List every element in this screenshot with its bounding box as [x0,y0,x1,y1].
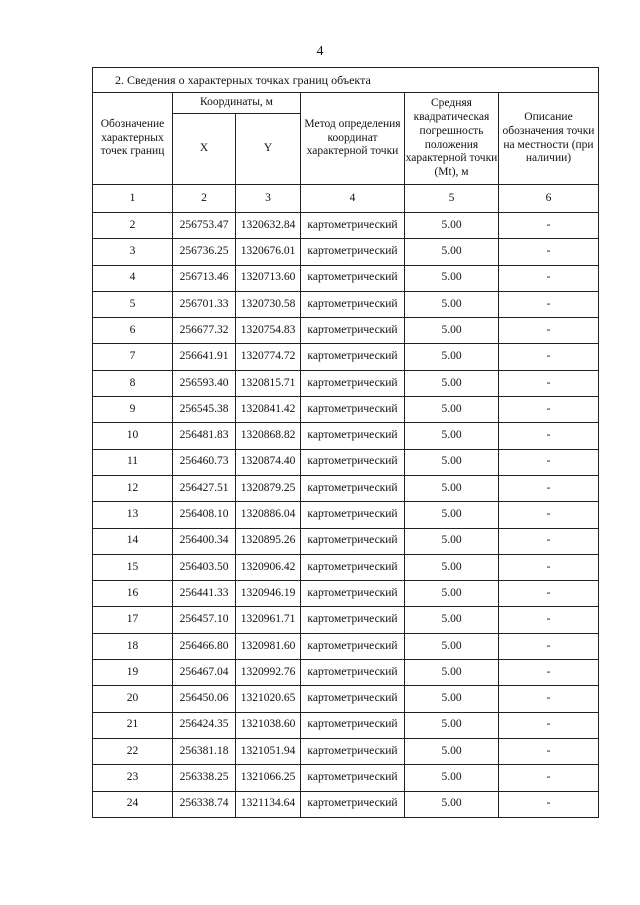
description-cell: - [499,738,599,764]
x-cell: 256713.46 [173,265,236,291]
mt-cell: 5.00 [405,423,499,449]
y-cell: 1320981.60 [236,633,301,659]
y-cell: 1320906.42 [236,554,301,580]
x-cell: 256400.34 [173,528,236,554]
y-cell: 1320886.04 [236,502,301,528]
column-number: 4 [301,185,405,213]
mt-cell: 5.00 [405,554,499,580]
header-row [93,93,599,114]
mt-cell: 5.00 [405,607,499,633]
point-cell: 9 [93,397,173,423]
mt-cell: 5.00 [405,291,499,317]
point-cell: 12 [93,475,173,501]
table-row [93,213,599,239]
description-cell: - [499,502,599,528]
point-cell: 20 [93,686,173,712]
y-cell: 1320676.01 [236,239,301,265]
table-row [93,370,599,396]
table-row [93,581,599,607]
y-cell: 1320713.60 [236,265,301,291]
column-number: 3 [236,185,301,213]
table-row [93,502,599,528]
point-cell: 17 [93,607,173,633]
y-cell: 1320841.42 [236,397,301,423]
mt-cell: 5.00 [405,318,499,344]
description-cell: - [499,344,599,370]
point-cell: 22 [93,738,173,764]
description-cell: - [499,607,599,633]
x-cell: 256424.35 [173,712,236,738]
x-cell: 256736.25 [173,239,236,265]
point-cell: 15 [93,554,173,580]
method-cell: картометрический [301,528,405,554]
x-cell: 256593.40 [173,370,236,396]
point-cell: 7 [93,344,173,370]
method-cell: картометрический [301,765,405,791]
description-cell: - [499,581,599,607]
x-cell: 256466.80 [173,633,236,659]
x-cell: 256753.47 [173,213,236,239]
description-cell: - [499,213,599,239]
x-cell: 256338.25 [173,765,236,791]
method-cell: картометрический [301,449,405,475]
x-cell: 256408.10 [173,502,236,528]
mt-cell: 5.00 [405,475,499,501]
mt-cell: 5.00 [405,686,499,712]
mt-cell: 5.00 [405,449,499,475]
description-cell: - [499,712,599,738]
x-cell: 256481.83 [173,423,236,449]
table-row [93,712,599,738]
point-cell: 23 [93,765,173,791]
point-cell: 16 [93,581,173,607]
y-cell: 1320815.71 [236,370,301,396]
x-cell: 256641.91 [173,344,236,370]
y-cell: 1320774.72 [236,344,301,370]
x-cell: 256545.38 [173,397,236,423]
header-y: Y [236,114,301,185]
mt-cell: 5.00 [405,265,499,291]
table-row [93,633,599,659]
mt-cell: 5.00 [405,239,499,265]
point-cell: 6 [93,318,173,344]
point-cell: 14 [93,528,173,554]
point-cell: 24 [93,791,173,817]
description-cell: - [499,239,599,265]
table-row [93,291,599,317]
y-cell: 1321020.65 [236,686,301,712]
point-cell: 19 [93,660,173,686]
method-cell: картометрический [301,554,405,580]
mt-cell: 5.00 [405,660,499,686]
x-cell: 256467.04 [173,660,236,686]
method-cell: картометрический [301,633,405,659]
y-cell: 1321066.25 [236,765,301,791]
method-cell: картометрический [301,318,405,344]
description-cell: - [499,633,599,659]
header-description: Описание обозначения точки на местности (при наличии) [499,93,599,185]
description-cell: - [499,475,599,501]
point-cell: 13 [93,502,173,528]
y-cell: 1320868.82 [236,423,301,449]
mt-cell: 5.00 [405,502,499,528]
mt-cell: 5.00 [405,712,499,738]
y-cell: 1320946.19 [236,581,301,607]
mt-cell: 5.00 [405,791,499,817]
page-number: 4 [316,44,324,59]
x-cell: 256701.33 [173,291,236,317]
description-cell: - [499,791,599,817]
method-cell: картометрический [301,502,405,528]
section-title: 2. Сведения о характерных точках границ объекта [93,68,599,93]
mt-cell: 5.00 [405,397,499,423]
table-row [93,265,599,291]
table-row [93,449,599,475]
table-row [93,660,599,686]
mt-cell: 5.00 [405,581,499,607]
method-cell: картометрический [301,686,405,712]
column-number: 5 [405,185,499,213]
method-cell: картометрический [301,475,405,501]
mt-cell: 5.00 [405,344,499,370]
y-cell: 1320895.26 [236,528,301,554]
method-cell: картометрический [301,660,405,686]
table-row [93,475,599,501]
column-number: 2 [173,185,236,213]
table-row [93,344,599,370]
method-cell: картометрический [301,239,405,265]
x-cell: 256338.74 [173,791,236,817]
description-cell: - [499,528,599,554]
point-cell: 11 [93,449,173,475]
x-cell: 256381.18 [173,738,236,764]
header-coordinates: Координаты, м [173,93,301,114]
description-cell: - [499,291,599,317]
method-cell: картометрический [301,791,405,817]
description-cell: - [499,265,599,291]
table-row [93,738,599,764]
description-cell: - [499,686,599,712]
header-x: X [173,114,236,185]
table-row [93,791,599,817]
description-cell: - [499,554,599,580]
point-cell: 8 [93,370,173,396]
x-cell: 256460.73 [173,449,236,475]
mt-cell: 5.00 [405,633,499,659]
mt-cell: 5.00 [405,738,499,764]
method-cell: картометрический [301,291,405,317]
description-cell: - [499,370,599,396]
method-cell: картометрический [301,423,405,449]
description-cell: - [499,397,599,423]
x-cell: 256441.33 [173,581,236,607]
x-cell: 256457.10 [173,607,236,633]
method-cell: картометрический [301,265,405,291]
description-cell: - [499,660,599,686]
y-cell: 1320632.84 [236,213,301,239]
table-row [93,686,599,712]
point-cell: 3 [93,239,173,265]
mt-cell: 5.00 [405,213,499,239]
y-cell: 1321134.64 [236,791,301,817]
boundary-points-table [92,67,599,818]
y-cell: 1321038.60 [236,712,301,738]
point-cell: 18 [93,633,173,659]
section-title-row [93,68,599,93]
table-row [93,423,599,449]
column-number: 6 [499,185,599,213]
point-cell: 10 [93,423,173,449]
point-cell: 5 [93,291,173,317]
description-cell: - [499,318,599,344]
y-cell: 1320754.83 [236,318,301,344]
table-row [93,528,599,554]
mt-cell: 5.00 [405,528,499,554]
x-cell: 256427.51 [173,475,236,501]
point-cell: 21 [93,712,173,738]
method-cell: картометрический [301,581,405,607]
table-row [93,239,599,265]
description-cell: - [499,765,599,791]
method-cell: картометрический [301,344,405,370]
x-cell: 256403.50 [173,554,236,580]
table-row [93,554,599,580]
y-cell: 1321051.94 [236,738,301,764]
header-method: Метод определения координат характерной точки [301,93,405,185]
header-point-designation: Обозначение характерных точек границ [93,93,173,185]
y-cell: 1320879.25 [236,475,301,501]
point-cell: 2 [93,213,173,239]
table-row [93,765,599,791]
x-cell: 256450.06 [173,686,236,712]
method-cell: картометрический [301,370,405,396]
method-cell: картометрический [301,607,405,633]
table-row [93,318,599,344]
method-cell: картометрический [301,738,405,764]
y-cell: 1320730.58 [236,291,301,317]
mt-cell: 5.00 [405,370,499,396]
mt-cell: 5.00 [405,765,499,791]
description-cell: - [499,449,599,475]
y-cell: 1320992.76 [236,660,301,686]
method-cell: картометрический [301,712,405,738]
column-numbers-row [93,185,599,213]
point-cell: 4 [93,265,173,291]
x-cell: 256677.32 [173,318,236,344]
column-number: 1 [93,185,173,213]
y-cell: 1320874.40 [236,449,301,475]
description-cell: - [499,423,599,449]
table-row [93,607,599,633]
header-error: Средняя квадратическая погрешность положения характерной точки (Mt), м [405,93,499,185]
y-cell: 1320961.71 [236,607,301,633]
method-cell: картометрический [301,397,405,423]
table-row [93,397,599,423]
method-cell: картометрический [301,213,405,239]
